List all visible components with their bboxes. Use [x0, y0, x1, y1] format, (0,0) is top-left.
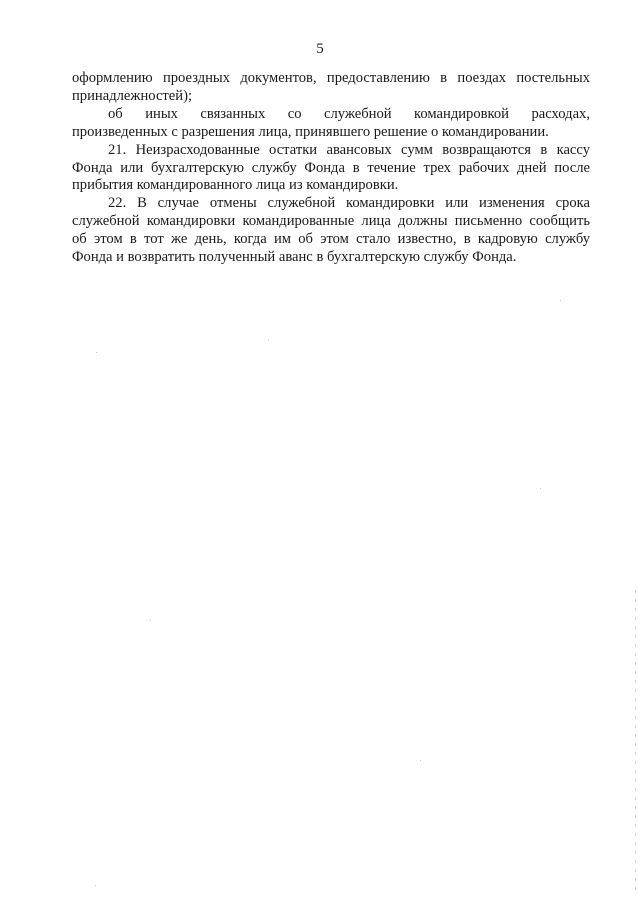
text-line: Фонда и возвратить полученный аванс в бухгалтерскую службу Фонда.: [72, 249, 517, 266]
document-body: [72, 70, 590, 267]
scan-speck: [150, 620, 151, 621]
text-line: Фонда или бухгалтерскую службу Фонда в течение трех рабочих дней после: [72, 159, 590, 176]
text-line: 21. Неизрасходованные остатки авансовых сумм возвращаются в кассу: [108, 141, 590, 158]
text-line: об этом в тот же день, когда им об этом стало известно, в кадровую службу: [72, 231, 590, 248]
scan-edge-artifact: [635, 590, 636, 890]
scan-speck: [420, 760, 421, 761]
text-line: 22. В случае отмены служебной командировки или изменения срока: [108, 195, 590, 212]
page-number: 5: [316, 41, 324, 57]
paragraph-continuation: [72, 70, 590, 106]
scan-speck: [540, 488, 541, 489]
scan-speck: [95, 885, 96, 886]
text-line: об иных связанных со служебной командировкой расходах,: [108, 105, 590, 122]
paragraph-item-21: [72, 142, 590, 196]
paragraph-other-expenses: [72, 106, 590, 142]
scan-speck: [268, 340, 269, 341]
scan-speck: [96, 352, 97, 353]
scan-speck: [560, 300, 561, 301]
text-line: прибытия командированного лица из командировки.: [72, 177, 399, 194]
text-line: принадлежностей);: [72, 87, 192, 104]
paragraph-item-22: [72, 195, 590, 267]
text-line: оформлению проездных документов, предоставлению в поездах постельных: [72, 70, 590, 86]
text-line: произведенных с разрешения лица, принявшего решение о командировании.: [72, 123, 549, 140]
text-line: служебной командировки командированные лица должны письменно сообщить: [72, 213, 590, 230]
